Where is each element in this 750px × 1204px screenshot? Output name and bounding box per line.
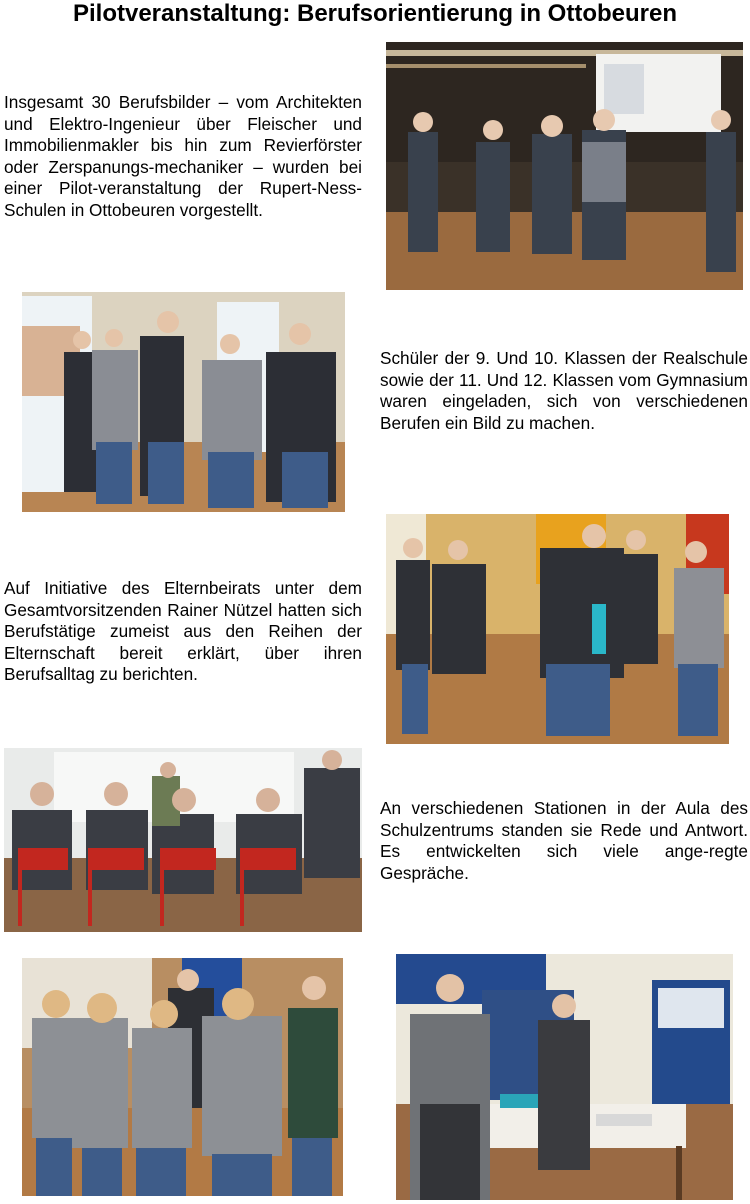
- photo-girls-presenter: [22, 958, 343, 1196]
- classes-paragraph: Schüler der 9. Und 10. Klassen der Realschule sowie der 11. Und 12. Klassen vom Gymnasium waren eingeladen, sich von verschiedenen Berufen ein Bild zu machen.: [380, 348, 748, 433]
- photo-station-table: [396, 954, 733, 1200]
- photo-hall-group: [386, 514, 729, 744]
- page-title: Pilotveranstaltung: Berufsorientierung in Ottobeuren: [72, 0, 678, 27]
- intro-paragraph: Insgesamt 30 Berufsbilder – vom Architekten und Elektro-Ingenieur über Fleischer und Immobilienmakler bis hin zum Revierförster oder Zerspanungs-mechaniker – wurden bei einer Pilot-veranstaltung der Rupert-Ness-Schulen in Ottobeuren vorgestellt.: [4, 92, 362, 220]
- photo-presentation-group: [386, 42, 743, 290]
- photo-students-banners: [22, 292, 345, 512]
- photo-classroom: [4, 748, 362, 932]
- stations-paragraph: An verschiedenen Stationen in der Aula des Schulzentrums standen sie Rede und Antwort. Es entwickelten sich viele ange-regte Gespräche.: [380, 798, 748, 883]
- initiative-paragraph: Auf Initiative des Elternbeirats unter dem Gesamtvorsitzenden Rainer Nützel hatten sich Berufstätige zumeist aus den Reihen der Elternschaft bereit erklärt, über ihren Berufsalltag zu berichten.: [4, 578, 362, 685]
